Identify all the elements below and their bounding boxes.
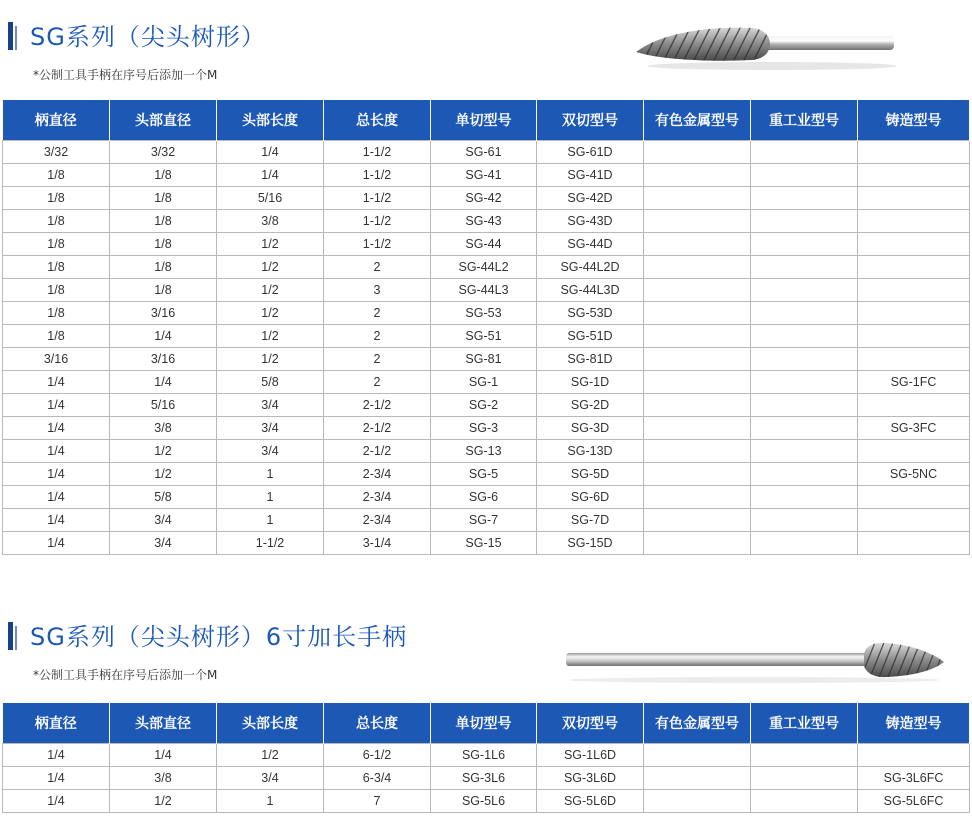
cell-single-cut: SG-44 <box>431 233 537 256</box>
section-title: SG系列（尖头树形）6寸加长手柄 <box>30 623 408 651</box>
cell-shank-diameter: 1/4 <box>3 509 110 532</box>
cell-shank-diameter: 1/4 <box>3 767 110 790</box>
cell-heavy-duty <box>751 394 858 417</box>
cell-shank-diameter: 1/4 <box>3 744 110 767</box>
table-row <box>3 210 970 233</box>
cell-overall-length: 7 <box>324 790 431 813</box>
cell-heavy-duty <box>751 790 858 813</box>
cell-casting <box>858 141 970 164</box>
table-row <box>3 256 970 279</box>
cell-heavy-duty <box>751 187 858 210</box>
metric-note: *公制工具手柄在序号后添加一个M <box>33 668 218 682</box>
accent-bar <box>8 622 13 650</box>
cell-casting: SG-5L6FC <box>858 790 970 813</box>
cell-shank-diameter: 3/16 <box>3 348 110 371</box>
table-row <box>3 532 970 555</box>
cell-head-diameter: 1/8 <box>110 279 217 302</box>
cell-nonferrous <box>644 790 751 813</box>
header-casting: 铸造型号 <box>858 703 970 744</box>
cell-nonferrous <box>644 744 751 767</box>
header-double-cut: 双切型号 <box>537 703 644 744</box>
cell-shank-diameter: 1/8 <box>3 233 110 256</box>
cell-overall-length: 2 <box>324 256 431 279</box>
cell-single-cut: SG-15 <box>431 532 537 555</box>
table-header-row <box>3 703 970 744</box>
cell-head-diameter: 3/16 <box>110 348 217 371</box>
cell-casting <box>858 486 970 509</box>
cell-head-length: 1/2 <box>217 302 324 325</box>
cell-shank-diameter: 1/8 <box>3 164 110 187</box>
cell-head-length: 1/4 <box>217 141 324 164</box>
accent-bar-thin <box>15 26 17 50</box>
cell-nonferrous <box>644 348 751 371</box>
cell-double-cut: SG-5D <box>537 463 644 486</box>
cell-head-diameter: 3/8 <box>110 767 217 790</box>
cell-head-length: 1/2 <box>217 744 324 767</box>
cell-head-diameter: 1/2 <box>110 440 217 463</box>
metric-note: *公制工具手柄在序号后添加一个M <box>33 68 218 82</box>
cell-casting <box>858 233 970 256</box>
cell-head-diameter: 1/8 <box>110 164 217 187</box>
cell-casting <box>858 210 970 233</box>
cell-nonferrous <box>644 256 751 279</box>
cell-double-cut: SG-15D <box>537 532 644 555</box>
table-row <box>3 348 970 371</box>
accent-bar <box>8 22 13 50</box>
cell-overall-length: 2 <box>324 302 431 325</box>
cell-head-diameter: 1/8 <box>110 256 217 279</box>
cell-single-cut: SG-1 <box>431 371 537 394</box>
table-row <box>3 744 970 767</box>
table-header-row <box>3 100 970 141</box>
table-row <box>3 141 970 164</box>
cell-nonferrous <box>644 509 751 532</box>
cell-single-cut: SG-44L3 <box>431 279 537 302</box>
table-body <box>3 141 970 555</box>
cell-double-cut: SG-6D <box>537 486 644 509</box>
cell-single-cut: SG-3L6 <box>431 767 537 790</box>
cell-nonferrous <box>644 440 751 463</box>
cell-heavy-duty <box>751 463 858 486</box>
cell-overall-length: 2 <box>324 348 431 371</box>
cell-single-cut: SG-42 <box>431 187 537 210</box>
cell-shank-diameter: 1/4 <box>3 463 110 486</box>
cell-single-cut: SG-61 <box>431 141 537 164</box>
cell-head-length: 1/2 <box>217 233 324 256</box>
table-row <box>3 279 970 302</box>
cell-overall-length: 2-1/2 <box>324 440 431 463</box>
tree-burr-tool-image <box>632 14 898 74</box>
cell-casting <box>858 440 970 463</box>
cell-head-length: 1/4 <box>217 164 324 187</box>
header-head-diameter: 头部直径 <box>110 100 217 141</box>
cell-head-length: 1/2 <box>217 348 324 371</box>
cell-overall-length: 2-1/2 <box>324 394 431 417</box>
cell-single-cut: SG-51 <box>431 325 537 348</box>
cell-casting <box>858 279 970 302</box>
cell-heavy-duty <box>751 210 858 233</box>
cell-nonferrous <box>644 486 751 509</box>
cell-nonferrous <box>644 767 751 790</box>
cell-double-cut: SG-44L2D <box>537 256 644 279</box>
cell-casting <box>858 744 970 767</box>
cell-shank-diameter: 1/8 <box>3 325 110 348</box>
cell-casting <box>858 164 970 187</box>
cell-head-length: 1/2 <box>217 279 324 302</box>
cell-double-cut: SG-3L6D <box>537 767 644 790</box>
cell-overall-length: 2-3/4 <box>324 463 431 486</box>
cell-shank-diameter: 1/4 <box>3 440 110 463</box>
cell-shank-diameter: 1/4 <box>3 371 110 394</box>
cell-casting <box>858 325 970 348</box>
cell-heavy-duty <box>751 440 858 463</box>
cell-head-length: 3/4 <box>217 394 324 417</box>
cell-single-cut: SG-81 <box>431 348 537 371</box>
cell-shank-diameter: 1/8 <box>3 187 110 210</box>
cell-single-cut: SG-1L6 <box>431 744 537 767</box>
cell-head-diameter: 5/16 <box>110 394 217 417</box>
cell-double-cut: SG-2D <box>537 394 644 417</box>
cell-casting <box>858 348 970 371</box>
cell-casting <box>858 509 970 532</box>
cell-casting <box>858 532 970 555</box>
cell-single-cut: SG-43 <box>431 210 537 233</box>
cell-double-cut: SG-44D <box>537 233 644 256</box>
header-head-length: 头部长度 <box>217 703 324 744</box>
cell-single-cut: SG-3 <box>431 417 537 440</box>
cell-casting: SG-3L6FC <box>858 767 970 790</box>
cell-heavy-duty <box>751 509 858 532</box>
cell-head-diameter: 1/4 <box>110 371 217 394</box>
cell-single-cut: SG-2 <box>431 394 537 417</box>
cell-overall-length: 1-1/2 <box>324 210 431 233</box>
cell-overall-length: 3 <box>324 279 431 302</box>
cell-single-cut: SG-41 <box>431 164 537 187</box>
cell-nonferrous <box>644 164 751 187</box>
cell-nonferrous <box>644 371 751 394</box>
cell-casting <box>858 256 970 279</box>
table-body <box>3 744 970 813</box>
cell-nonferrous <box>644 279 751 302</box>
cell-nonferrous <box>644 463 751 486</box>
cell-single-cut: SG-44L2 <box>431 256 537 279</box>
header-double-cut: 双切型号 <box>537 100 644 141</box>
cell-nonferrous <box>644 417 751 440</box>
cell-head-diameter: 5/8 <box>110 486 217 509</box>
cell-double-cut: SG-41D <box>537 164 644 187</box>
spec-table <box>2 703 970 813</box>
cell-head-length: 1/2 <box>217 256 324 279</box>
cell-head-length: 1 <box>217 509 324 532</box>
cell-nonferrous <box>644 532 751 555</box>
table-row <box>3 509 970 532</box>
cell-heavy-duty <box>751 371 858 394</box>
table-row <box>3 233 970 256</box>
cell-head-diameter: 1/8 <box>110 210 217 233</box>
table-row <box>3 187 970 210</box>
header-nonferrous: 有色金属型号 <box>644 100 751 141</box>
cell-heavy-duty <box>751 233 858 256</box>
cell-head-length: 5/8 <box>217 371 324 394</box>
cell-overall-length: 2 <box>324 371 431 394</box>
header-single-cut: 单切型号 <box>431 703 537 744</box>
cell-double-cut: SG-44L3D <box>537 279 644 302</box>
cell-double-cut: SG-61D <box>537 141 644 164</box>
cell-overall-length: 6-3/4 <box>324 767 431 790</box>
cell-single-cut: SG-53 <box>431 302 537 325</box>
cell-head-diameter: 3/8 <box>110 417 217 440</box>
cell-casting <box>858 394 970 417</box>
header-shank-diameter: 柄直径 <box>3 703 110 744</box>
cell-heavy-duty <box>751 532 858 555</box>
header-heavy-duty: 重工业型号 <box>751 703 858 744</box>
header-heavy-duty: 重工业型号 <box>751 100 858 141</box>
cell-double-cut: SG-42D <box>537 187 644 210</box>
long-shank-burr-tool-image <box>564 634 946 686</box>
cell-head-length: 3/4 <box>217 440 324 463</box>
cell-single-cut: SG-13 <box>431 440 537 463</box>
cell-overall-length: 2-1/2 <box>324 417 431 440</box>
cell-casting: SG-1FC <box>858 371 970 394</box>
cell-head-diameter: 3/4 <box>110 532 217 555</box>
cell-shank-diameter: 1/8 <box>3 302 110 325</box>
cell-head-diameter: 3/16 <box>110 302 217 325</box>
cell-head-length: 1 <box>217 486 324 509</box>
cell-single-cut: SG-5L6 <box>431 790 537 813</box>
table-row <box>3 164 970 187</box>
header-shank-diameter: 柄直径 <box>3 100 110 141</box>
cell-shank-diameter: 1/4 <box>3 394 110 417</box>
table-row <box>3 302 970 325</box>
cell-head-diameter: 1/2 <box>110 463 217 486</box>
cell-overall-length: 1-1/2 <box>324 233 431 256</box>
cell-nonferrous <box>644 233 751 256</box>
cell-double-cut: SG-43D <box>537 210 644 233</box>
cell-double-cut: SG-1D <box>537 371 644 394</box>
cell-head-length: 1 <box>217 790 324 813</box>
cell-overall-length: 1-1/2 <box>324 164 431 187</box>
cell-nonferrous <box>644 302 751 325</box>
cell-nonferrous <box>644 141 751 164</box>
cell-double-cut: SG-81D <box>537 348 644 371</box>
cell-heavy-duty <box>751 256 858 279</box>
table-row <box>3 394 970 417</box>
table-row <box>3 325 970 348</box>
cell-head-diameter: 3/32 <box>110 141 217 164</box>
header-overall-length: 总长度 <box>324 100 431 141</box>
cell-heavy-duty <box>751 325 858 348</box>
cell-double-cut: SG-53D <box>537 302 644 325</box>
cell-shank-diameter: 1/8 <box>3 210 110 233</box>
header-head-length: 头部长度 <box>217 100 324 141</box>
header-head-diameter: 头部直径 <box>110 703 217 744</box>
cell-overall-length: 1-1/2 <box>324 187 431 210</box>
header-casting: 铸造型号 <box>858 100 970 141</box>
cell-heavy-duty <box>751 302 858 325</box>
cell-double-cut: SG-3D <box>537 417 644 440</box>
cell-shank-diameter: 1/8 <box>3 256 110 279</box>
cell-heavy-duty <box>751 744 858 767</box>
table-row <box>3 440 970 463</box>
header-single-cut: 单切型号 <box>431 100 537 141</box>
cell-single-cut: SG-6 <box>431 486 537 509</box>
cell-casting: SG-5NC <box>858 463 970 486</box>
cell-head-diameter: 1/8 <box>110 187 217 210</box>
cell-heavy-duty <box>751 164 858 187</box>
cell-casting <box>858 302 970 325</box>
cell-double-cut: SG-51D <box>537 325 644 348</box>
header-nonferrous: 有色金属型号 <box>644 703 751 744</box>
table-row <box>3 463 970 486</box>
table-row <box>3 790 970 813</box>
table-row <box>3 767 970 790</box>
cell-head-length: 1/2 <box>217 325 324 348</box>
cell-nonferrous <box>644 210 751 233</box>
cell-overall-length: 6-1/2 <box>324 744 431 767</box>
cell-head-length: 3/4 <box>217 417 324 440</box>
cell-shank-diameter: 3/32 <box>3 141 110 164</box>
cell-shank-diameter: 1/4 <box>3 417 110 440</box>
cell-double-cut: SG-1L6D <box>537 744 644 767</box>
accent-bar-thin <box>15 626 17 650</box>
cell-casting <box>858 187 970 210</box>
cell-nonferrous <box>644 187 751 210</box>
cell-double-cut: SG-13D <box>537 440 644 463</box>
table-row <box>3 486 970 509</box>
cell-nonferrous <box>644 325 751 348</box>
cell-casting: SG-3FC <box>858 417 970 440</box>
cell-head-length: 1-1/2 <box>217 532 324 555</box>
cell-heavy-duty <box>751 279 858 302</box>
cell-head-diameter: 1/2 <box>110 790 217 813</box>
cell-single-cut: SG-5 <box>431 463 537 486</box>
cell-overall-length: 3-1/4 <box>324 532 431 555</box>
cell-heavy-duty <box>751 417 858 440</box>
cell-shank-diameter: 1/4 <box>3 532 110 555</box>
cell-nonferrous <box>644 394 751 417</box>
header-overall-length: 总长度 <box>324 703 431 744</box>
cell-shank-diameter: 1/4 <box>3 486 110 509</box>
table-row <box>3 417 970 440</box>
cell-shank-diameter: 1/4 <box>3 790 110 813</box>
cell-heavy-duty <box>751 141 858 164</box>
cell-shank-diameter: 1/8 <box>3 279 110 302</box>
cell-heavy-duty <box>751 486 858 509</box>
cell-overall-length: 2-3/4 <box>324 486 431 509</box>
cell-overall-length: 1-1/2 <box>324 141 431 164</box>
cell-head-diameter: 1/4 <box>110 744 217 767</box>
cell-head-diameter: 1/8 <box>110 233 217 256</box>
section-title: SG系列（尖头树形） <box>30 23 266 51</box>
cell-head-diameter: 1/4 <box>110 325 217 348</box>
cell-head-diameter: 3/4 <box>110 509 217 532</box>
cell-overall-length: 2 <box>324 325 431 348</box>
table-row <box>3 371 970 394</box>
cell-head-length: 3/8 <box>217 210 324 233</box>
cell-head-length: 3/4 <box>217 767 324 790</box>
cell-head-length: 5/16 <box>217 187 324 210</box>
cell-single-cut: SG-7 <box>431 509 537 532</box>
cell-heavy-duty <box>751 348 858 371</box>
cell-overall-length: 2-3/4 <box>324 509 431 532</box>
spec-table <box>2 100 970 555</box>
cell-double-cut: SG-5L6D <box>537 790 644 813</box>
cell-head-length: 1 <box>217 463 324 486</box>
cell-double-cut: SG-7D <box>537 509 644 532</box>
cell-heavy-duty <box>751 767 858 790</box>
